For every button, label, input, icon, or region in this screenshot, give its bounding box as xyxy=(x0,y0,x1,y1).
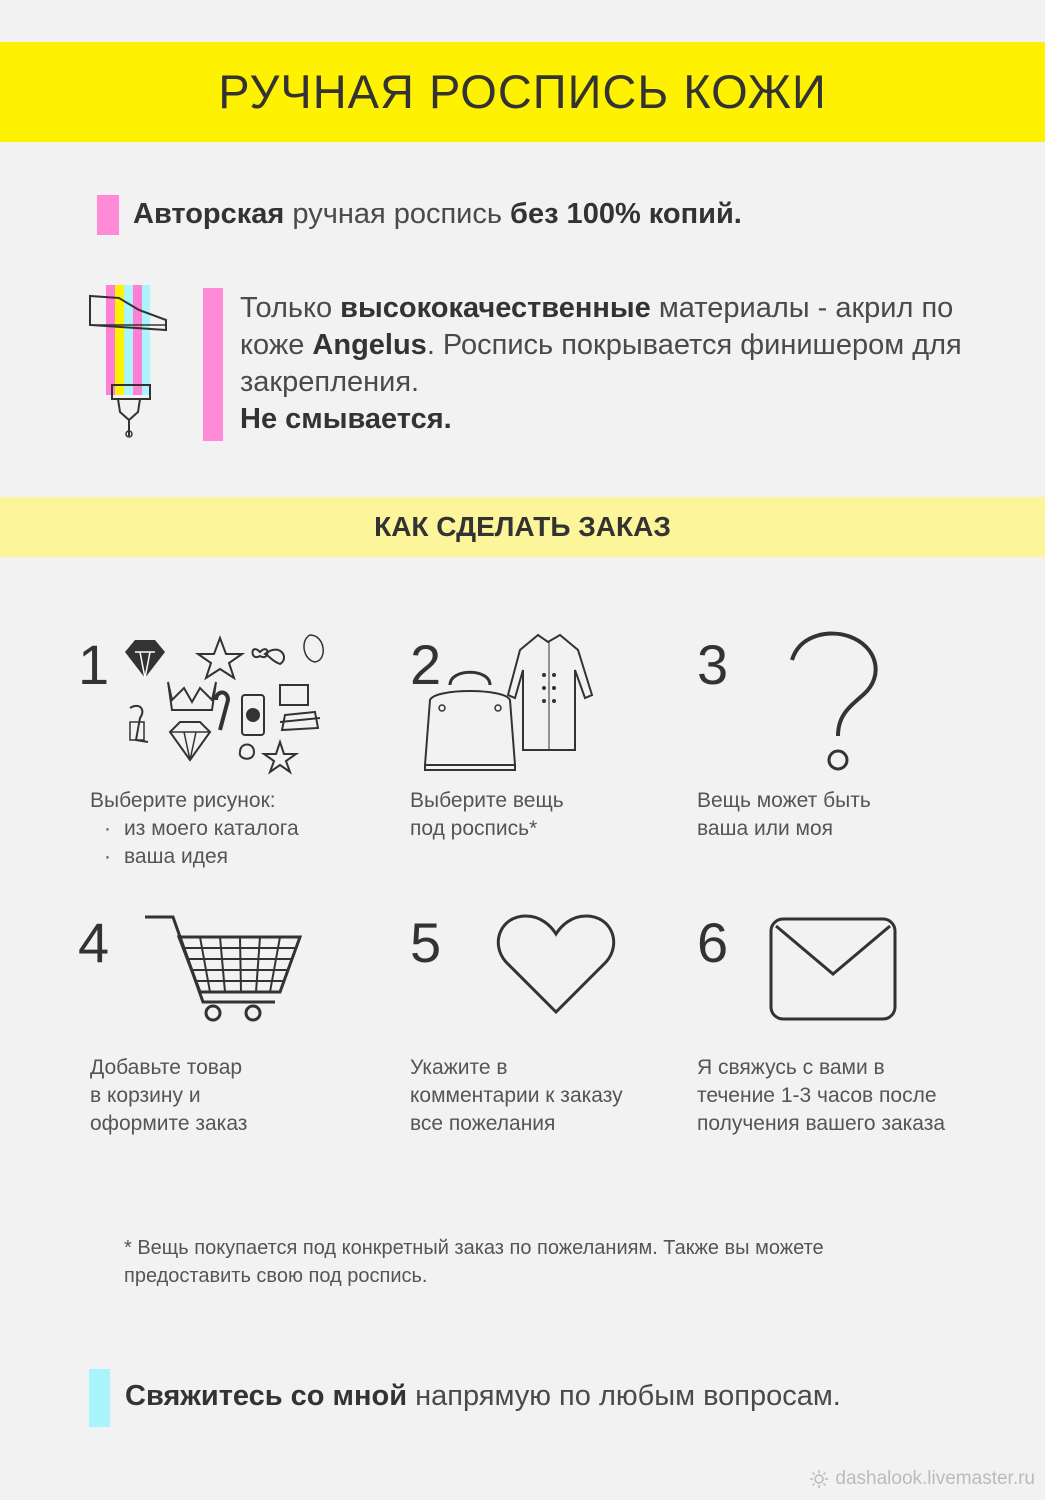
watermark xyxy=(809,1468,1035,1490)
watermark-text: dashalook.livemaster.ru xyxy=(835,1468,1035,1489)
step-description: Выберите рисунок: · из моего каталога · ваша идея xyxy=(90,787,299,871)
order-title: КАК СДЕЛАТЬ ЗАКАЗ xyxy=(374,511,671,542)
footnote: * Вещь покупается под конкретный заказ по пожеланиям. Также вы можете предоставить свою под роспись. xyxy=(124,1237,824,1287)
intro-line: Авторская ручная роспись без 100% копий. xyxy=(133,198,742,230)
cyan-accent-bar xyxy=(89,1369,110,1427)
list-item: · ваша идея xyxy=(90,843,299,871)
step-number: 2 xyxy=(410,633,442,696)
heart-icon xyxy=(496,912,616,1016)
header-banner xyxy=(0,42,1045,142)
step-number: 5 xyxy=(410,911,442,974)
page-title: РУЧНАЯ РОСПИСЬ КОЖИ xyxy=(218,65,827,118)
shopping-cart-icon xyxy=(145,912,305,1024)
step-description: Я свяжусь с вами в течение 1-3 часов после получения вашего заказа xyxy=(697,1056,946,1135)
order-banner xyxy=(0,497,1045,557)
shoe-brush-icon xyxy=(84,280,174,440)
step-description: Добавьте товар в корзину и оформите заказ xyxy=(90,1056,248,1135)
pink-accent-bar-tall xyxy=(203,288,223,441)
pink-accent-bar xyxy=(97,195,119,235)
materials-paragraph: Только высококачественные материалы - акрил по коже Angelus. Роспись покрывается финишером для закрепления. Не смывается. xyxy=(240,292,962,435)
question-mark-icon xyxy=(786,628,890,776)
list-item: · из моего каталога xyxy=(90,815,299,843)
step-number: 1 xyxy=(78,633,110,696)
doodles-icon xyxy=(120,630,330,775)
envelope-icon xyxy=(768,916,898,1022)
step-number: 3 xyxy=(697,633,729,696)
contact-line: Свяжитесь со мной напрямую по любым вопросам. xyxy=(125,1380,841,1412)
step-number: 4 xyxy=(78,911,110,974)
bag-and-coat-icon xyxy=(420,630,600,775)
step-description: Выберите вещь под роспись* xyxy=(410,789,564,840)
sun-icon xyxy=(809,1469,829,1489)
step-description: Вещь может быть ваша или моя xyxy=(697,789,871,840)
step-description: Укажите в комментарии к заказу все пожелания xyxy=(410,1056,623,1135)
step-number: 6 xyxy=(697,911,729,974)
